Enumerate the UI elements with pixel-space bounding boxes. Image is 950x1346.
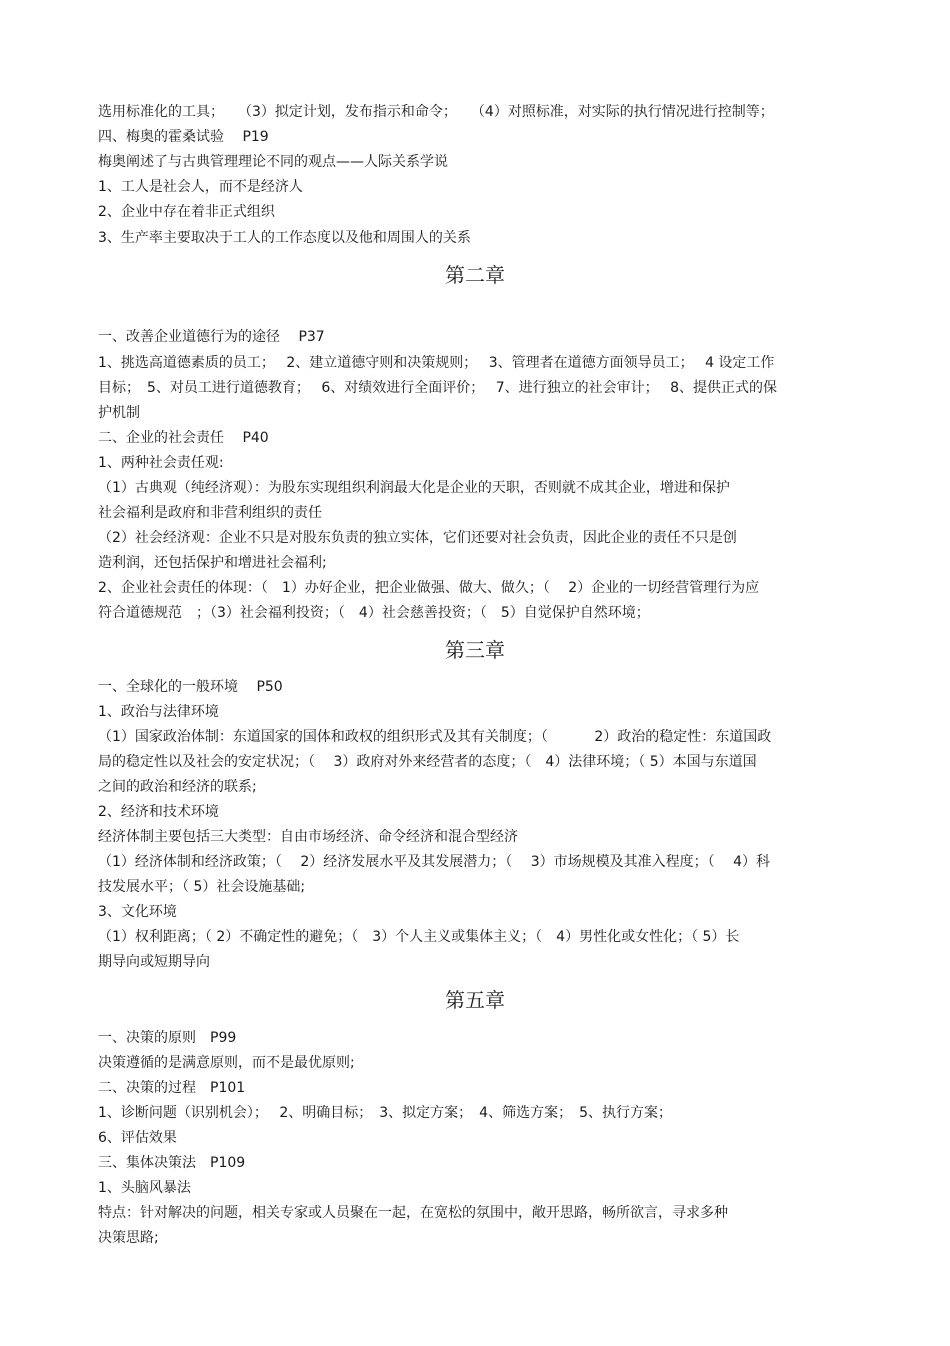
text-line: 2、经济和技术环境: [98, 804, 219, 820]
text-line: （2）社会经济观：企业不只是对股东负责的独立实体，它们还要对社会负责，因此企业的责任不只是创: [98, 530, 737, 546]
text-line: 之间的政治和经济的联系;: [98, 779, 257, 795]
text-line: 2、企业中存在着非正式组织: [98, 204, 275, 220]
text-line: 一、改善企业道德行为的途径 P37: [98, 329, 325, 345]
text-line: 护机制: [98, 405, 140, 421]
text-line: 一、决策的原则 P99: [98, 1030, 237, 1046]
text-line: 3、生产率主要取决于工人的工作态度以及他和周围人的关系: [98, 230, 471, 246]
text-line: （1）权利距离；（ 2）不确定性的避免；（ 3）个人主义或集体主义；（ 4）男性化或女性化；（ 5）长: [98, 929, 740, 945]
text-line: 社会福利是政府和非营利组织的责任: [98, 505, 322, 521]
text-line: 1、政治与法律环境: [98, 704, 219, 720]
text-line: 决策遵循的是满意原则，而不是最优原则;: [98, 1055, 355, 1071]
text-line: 经济体制主要包括三大类型：自由市场经济、命令经济和混合型经济: [98, 829, 518, 845]
text-line: 目标； 5、对员工进行道德教育； 6、对绩效进行全面评价； 7、进行独立的社会审计； 8、提供正式的保: [98, 380, 777, 396]
text-line: 1、挑选高道德素质的员工； 2、建立道德守则和决策规则； 3、管理者在道德方面领导员工； 4 设定工作: [98, 355, 775, 371]
chapter-heading: 第二章: [445, 263, 505, 287]
chapter-heading: 第三章: [445, 638, 505, 662]
text-line: 1、头脑风暴法: [98, 1180, 191, 1196]
text-line: 2、企业社会责任的体现：（ 1）办好企业，把企业做强、做大、做久；（ 2）企业的一切经营管理行为应: [98, 580, 760, 596]
text-line: 二、企业的社会责任 P40: [98, 430, 269, 446]
text-line: 3、文化环境: [98, 904, 177, 920]
text-line: 梅奥阐述了与古典管理理论不同的观点——人际关系学说: [98, 154, 448, 170]
text-line: 期导向或短期导向: [98, 954, 210, 970]
text-line: 二、决策的过程 P101: [98, 1080, 246, 1096]
text-line: 1、工人是社会人，而不是经济人: [98, 179, 303, 195]
text-line: 1、诊断问题（识别机会）； 2、明确目标； 3、拟定方案； 4、筛选方案； 5、执行方案；: [98, 1105, 672, 1121]
text-line: （1）国家政治体制：东道国家的国体和政权的组织形式及其有关制度；（ 2）政治的稳定性：东道国政: [98, 729, 772, 745]
text-line: 局的稳定性以及社会的安定状况；（ 3）政府对外来经营者的态度；（ 4）法律环境；（ 5）本国与东道国: [98, 754, 757, 770]
text-line: 三、集体决策法 P109: [98, 1155, 246, 1171]
text-line: 1、两种社会责任观:: [98, 455, 224, 471]
text-line: 技发展水平；（ 5）社会设施基础;: [98, 879, 306, 895]
text-line: 特点：针对解决的问题，相关专家或人员聚在一起，在宽松的氛围中，敞开思路，畅所欲言，寻求多种: [98, 1205, 728, 1221]
text-line: 选用标准化的工具； （3）拟定计划，发布指示和命令； （4）对照标准，对实际的执行情况进行控制等；: [98, 104, 774, 120]
text-line: 6、评估效果: [98, 1130, 177, 1146]
text-line: 造利润，还包括保护和增进社会福利;: [98, 555, 327, 571]
text-line: （1）古典观（纯经济观）：为股东实现组织利润最大化是企业的天职，否则就不成其企业，增进和保护: [98, 480, 730, 496]
text-line: 一、全球化的一般环境 P50: [98, 679, 283, 695]
text-line: （1）经济体制和经济政策；（ 2）经济发展水平及其发展潜力；（ 3）市场规模及其准入程度；（ 4）科: [98, 854, 770, 870]
text-line: 决策思路;: [98, 1230, 159, 1246]
chapter-heading: 第五章: [445, 988, 505, 1012]
text-line: 符合道德规范 ；（3）社会福利投资；（ 4）社会慈善投资；（ 5）自觉保护自然环境；: [98, 605, 650, 621]
text-line: 四、梅奥的霍桑试验 P19: [98, 129, 269, 145]
